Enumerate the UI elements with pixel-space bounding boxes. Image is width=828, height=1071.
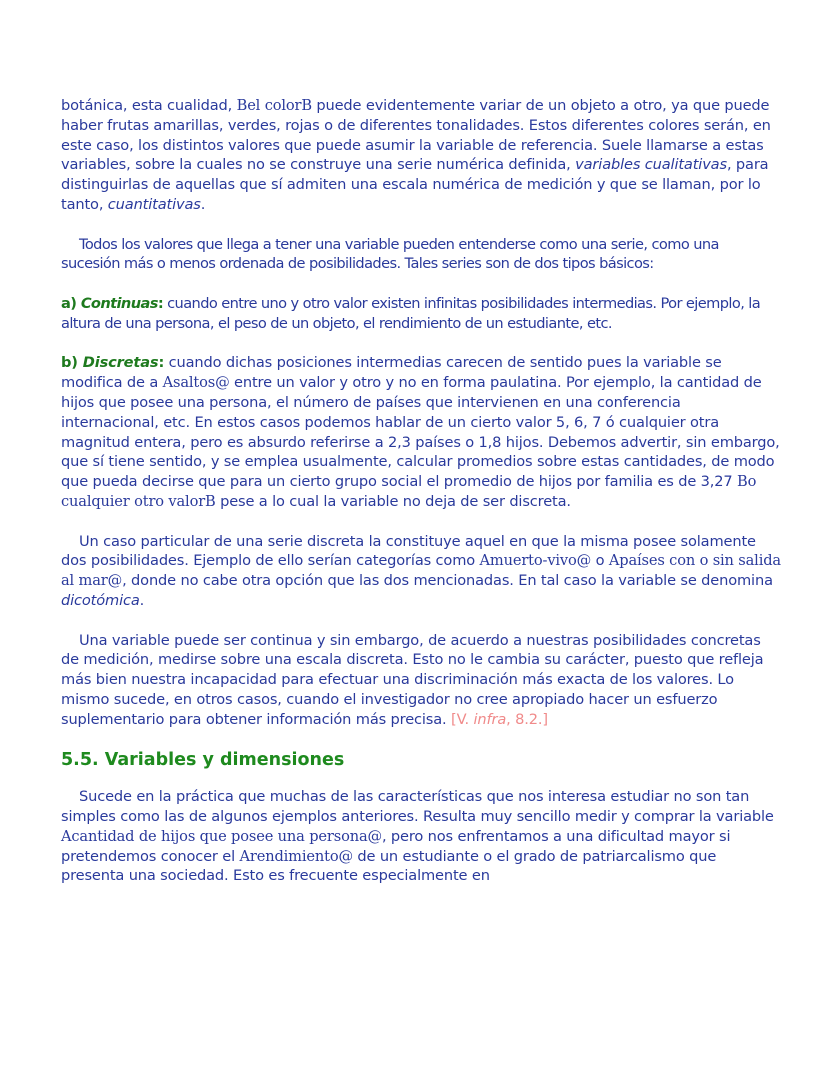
emphasis-term: cuantitativas [107,195,201,213]
emphasis-term: variables cualitativas [575,156,727,174]
paragraph-variables-dimensions: Sucede en la práctica que muchas de las características que nos interesa estudiar no son tan simples como las de algunos ejemplos anteriores. Resulta muy sencillo medir y comprar la variable Acantidad de hijos que posee una persona@, pero nos enfrentamos a una dificultad mayor si pretendemos conocer el Arendimiento@ de un estudiante o el grado de patriarcalismo que presenta una sociedad. Esto es frecuente especialmente en [61,788,774,885]
document-page [61,96,781,906]
emphasis-term: dicotómica [61,591,140,609]
section-heading: 5.5. Variables y dimensiones [61,750,345,771]
quoted-term: Bo cualquier otro valorB [61,473,757,510]
paragraph-series-intro: Todos los valores que llega a tener una variable pueden entenderse como una serie, como una sucesión más o menos ordenada de posibilidades. Tales series son de dos tipos básicos: [61,235,719,273]
paragraph-continuous: a) Continuas: cuando entre uno y otro valor existen infinitas posibilidades intermedias. Por ejemplo, la altura de una persona, el peso de un objeto, el rendimiento de un estudiante, etc. [61,294,761,332]
cross-reference-link[interactable]: [V. infra, 8.2.] [451,710,548,728]
list-label-b: b) Discretas: [61,354,165,372]
quoted-term: Arendimiento@ [239,847,353,865]
list-label-a: a) Continuas: [61,294,164,312]
paragraph-discrete: b) Discretas: cuando dichas posiciones intermedias carecen de sentido pues la variable se modifica de a Asaltos@ entre un valor y otro y no en forma paulatina. Por ejemplo, la cantidad de hijos que posee una persona, el número de países que intervienen en una conferencia internacional, etc. En estos casos podemos hablar de un cierto valor 5, 6, 7 ó cualquier otra magnitud entera, pero es absurdo referirse a 2,3 países o 1,8 hijos. Debemos advertir, sin embargo, que sí tiene sentido, y se emplea usualmente, calcular promedios sobre estas cantidades, de modo que pueda decirse que para un cierto grupo social el promedio de hijos por familia es de 3,27 Bo cualquier otro valorB pese a lo cual la variable no deja de ser discreta. [61,354,780,510]
quoted-term: Acantidad de hijos que posee una persona@ [61,827,382,845]
paragraph-qualitative-variables: botánica, esta cualidad, Bel colorB puede evidentemente variar de un objeto a otro, ya que puede haber frutas amarillas, verdes, rojas o de diferentes tonalidades. Estos diferentes colores serán, en este caso, los distintos valores que puede asumir la variable de referencia. Suele llamarse a estas variables, sobre la cuales no se construye una serie numérica definida, variables cualitativas, para distinguirlas de aquellas que sí admiten una escala numérica de medición y que se llaman, por lo tanto, cuantitativas. [61,97,771,213]
quoted-term: Apaíses con o sin salida al mar@ [61,552,781,590]
paragraph-dichotomous: Un caso particular de una serie discreta la constituye aquel en que la misma posee solamente dos posibilidades. Ejemplo de ello serían categorías como Amuerto-vivo@ o Apaíses con o sin salida al mar@, donde no cabe otra opción que las dos mencionadas. En tal caso la variable se denomina dicotómica. [61,532,781,609]
quoted-term: Bel colorB [236,97,312,114]
quoted-term: Asaltos@ [162,374,230,392]
paragraph-continuous-discrete-scale: Una variable puede ser continua y sin embargo, de acuerdo a nuestras posibilidades concretas de medición, medirse sobre una escala discreta. Esto no le cambia su carácter, puesto que refleja más bien nuestra incapacidad para efectuar una discriminación más exacta de los valores. Lo mismo sucede, en otros casos, cuando el investigador no cree apropiado hacer un esfuerzo suplementario para obtener información más precisa. [V. infra, 8.2.] [61,631,764,728]
quoted-term: Amuerto-vivo@ [479,552,592,570]
